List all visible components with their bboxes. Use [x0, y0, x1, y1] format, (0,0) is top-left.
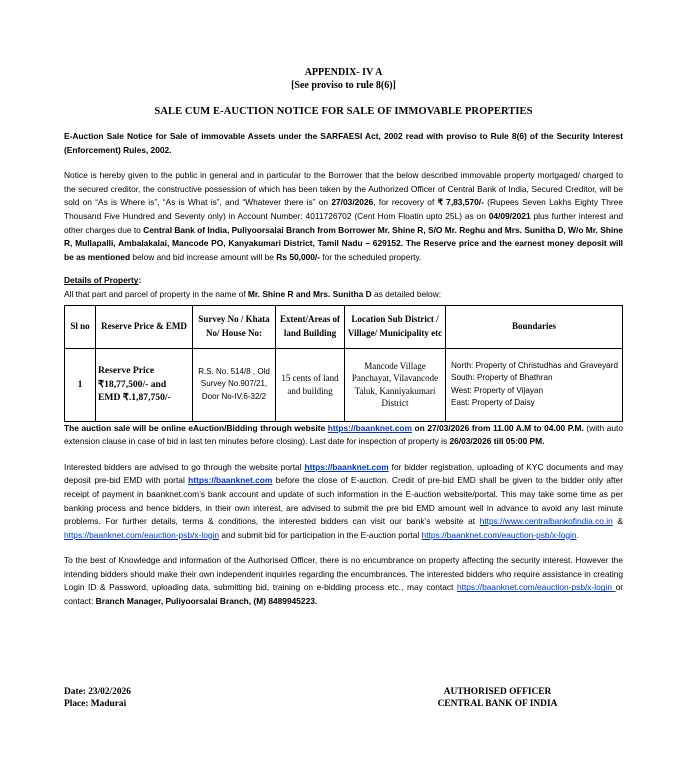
emd-value: EMD ₹.1,87,750/- [98, 392, 171, 404]
owners-prefix: All that part and parcel of property in the name of [64, 288, 248, 299]
table-header-row [65, 305, 623, 348]
appendix-heading: APPENDIX- IV A [304, 67, 383, 78]
encumbrance-paragraph [64, 554, 623, 608]
as-on-date: 04/09/2021 [488, 210, 531, 221]
auction-text: The auction sale will be online eAuction/Bidding through website [64, 422, 328, 433]
cell-reserve-price [96, 348, 193, 421]
intro-paragraph: E-Auction Sale Notice for Sale of immovable Assets under the SARFAESI Act, 2002 read with proviso to Rule 8(6) of the Security Interest (Enforcement) Rules, 2002. [64, 131, 623, 155]
cell-location: Mancode Village Panchayat, Vilavancode Taluk, Kanniyakumari District [345, 348, 446, 421]
details-colon: : [138, 275, 142, 286]
bidders-text: & [612, 516, 623, 527]
col-sl-no: Sl no [65, 305, 96, 348]
notice-place: Place: Madurai [64, 698, 127, 709]
cell-sl-no: 1 [65, 348, 96, 421]
signatory-org: CENTRAL BANK OF INDIA [437, 698, 558, 709]
eauction-login-link[interactable]: https://baanknet.com/eauction-psb/x-login [456, 582, 616, 593]
date-place-block [64, 687, 131, 710]
encumbrance-text: or contact: [64, 582, 624, 607]
recovery-amount: ₹ 7,83,570/- [437, 197, 484, 208]
notice-document [64, 66, 623, 609]
boundary-south: South: Property of Bhathran [451, 373, 553, 383]
notice-text: below and bid increase amount will be [130, 251, 277, 262]
eauction-login-link[interactable]: https://baanknet.com/eauction-psb/x-login [64, 529, 220, 540]
auction-paragraph [64, 422, 623, 449]
inspection-date: 26/03/2026 till 05:00 PM. [449, 436, 545, 447]
boundary-west: West: Property of Vijayan [451, 385, 544, 395]
sale-date: 27/03/2026 [331, 197, 374, 208]
boundary-east: East: Property of Daisy [451, 397, 535, 407]
baanknet-link[interactable]: https://baanknet.com [188, 475, 273, 486]
borrower-details: Central Bank of India, Puliyoorsalai Branch from Borrower Mr. Shine R, S/O Mr. Reghu and Mrs. Sunitha D, W/o Mr. Shine R, Mullapalli, Ambalakalai, Mancode PO, Kanyakumari District, Tamil Nadu – 629152. The Reserve price and the earnest money deposit will be as mentioned [64, 224, 623, 262]
boundary-north: North: Property of Christudhas and Graveyard [451, 361, 619, 371]
col-boundaries: Boundaries [446, 305, 623, 348]
table-row [65, 348, 623, 421]
notice-text: , for recovery of [373, 197, 438, 208]
notice-text: (Rupees Seven Lakhs Eighty Three Thousand Five Hundred and Seventy only) in Account Number: 4011726702 (Cent Hom Floatin upto 25L) as on [64, 197, 623, 221]
col-reserve-price: Reserve Price & EMD [96, 305, 193, 348]
bidders-text: before the close of E-auction. Credit of pre-bid EMD shall be given to the bidder only after receipt of payment in baanknet.com’s bank account and update of such information in the E-auction website/portal. This may take some time as per banking process and hence bidders, in their own interest, are advised to submit the pre bid EMD amount well in advance to avoid any last minute problems. For further details, terms & conditions, the interested bidders can visit our bank’s website at [64, 475, 623, 527]
reserve-price-value: ₹18,77,500/- and [98, 378, 167, 390]
notice-text: Notice is hereby given to the public in general and in particular to the Borrower that the below described immovable property mortgaged/ charged to the secured creditor, the constructive possession of which has been taken by the Authorized Officer of Central Bank of India, Secured Creditor, will be sold on “As is Where is”, “As is What is”, and “Whatever there is” on [64, 170, 623, 208]
notice-text: plus further interest and other charges due to [64, 210, 623, 235]
notice-text: for the scheduled property. [320, 251, 422, 262]
details-of-property [64, 274, 623, 288]
baanknet-link[interactable]: https://baanknet.com [327, 422, 412, 433]
auction-time: on 27/03/2026 from 11.00 A.M to 04.00 P.M. [411, 422, 584, 433]
signatory-block [410, 687, 585, 710]
baanknet-link[interactable]: https://baanknet.com [304, 461, 389, 472]
bidders-text: . [576, 529, 579, 540]
encumbrance-text: To the best of Knowledge and information of the Authorised Officer, there is no encumbrance on property affecting the security interest. However the intending bidders should make their own independent inquiries regarding the encumbrances. The interested bidders who require assistance in creating Login ID & Password, uploading data, submitting bid, training on e-bidding process etc., may contact [64, 555, 623, 593]
proviso-heading: [See proviso to rule 8(6)] [291, 80, 396, 91]
col-survey-no: Survey No / Khata No/ House No: [193, 305, 276, 348]
cell-extent: 15 cents of land and building [276, 348, 345, 421]
col-location: Location Sub District / Village/ Municipality etc [345, 305, 446, 348]
notice-paragraph [64, 169, 623, 264]
details-heading: Details of Property [64, 275, 139, 286]
owners-line [64, 288, 623, 302]
reserve-price-label: Reserve Price [98, 365, 155, 377]
bid-increase-amount: Rs 50,000/- [276, 251, 321, 262]
branch-contact: Branch Manager, Puliyoorsalai Branch, (M) 8489945223. [95, 596, 318, 607]
bidders-paragraph [64, 461, 623, 543]
owners-suffix: as detailed below: [371, 288, 442, 299]
cell-boundaries [446, 348, 623, 421]
bidders-text: and submit bid for participation in the E-auction portal [219, 529, 422, 540]
eauction-login-link[interactable]: https://baanknet.com/eauction-psb/x-login [421, 529, 577, 540]
col-extent: Extent/Areas of land Building [276, 305, 345, 348]
cell-survey: R.S. No. 514/8 , Old Survey No.907/21, Door No-IV.6-32/2 [193, 348, 276, 421]
owners-names: Mr. Shine R and Mrs. Sunitha D [247, 288, 372, 299]
signatory-title: AUTHORISED OFFICER [443, 687, 552, 697]
property-table [64, 305, 623, 422]
notice-date: Date: 23/02/2026 [64, 687, 131, 697]
centralbank-link[interactable]: https://www.centralbankofindia.co.in [479, 516, 613, 527]
bidders-text: Interested bidders are advised to go through the website portal [64, 461, 305, 472]
auction-text: (with auto extension clause in case of bid in last ten minutes before closing). Last date for inspection of property is [64, 422, 623, 447]
notice-title: SALE CUM E-AUCTION NOTICE FOR SALE OF IMMOVABLE PROPERTIES [154, 106, 533, 117]
bidders-text: for bidder registration, uploading of KYC documents and may deposit pre-bid EMD with portal [64, 461, 624, 486]
